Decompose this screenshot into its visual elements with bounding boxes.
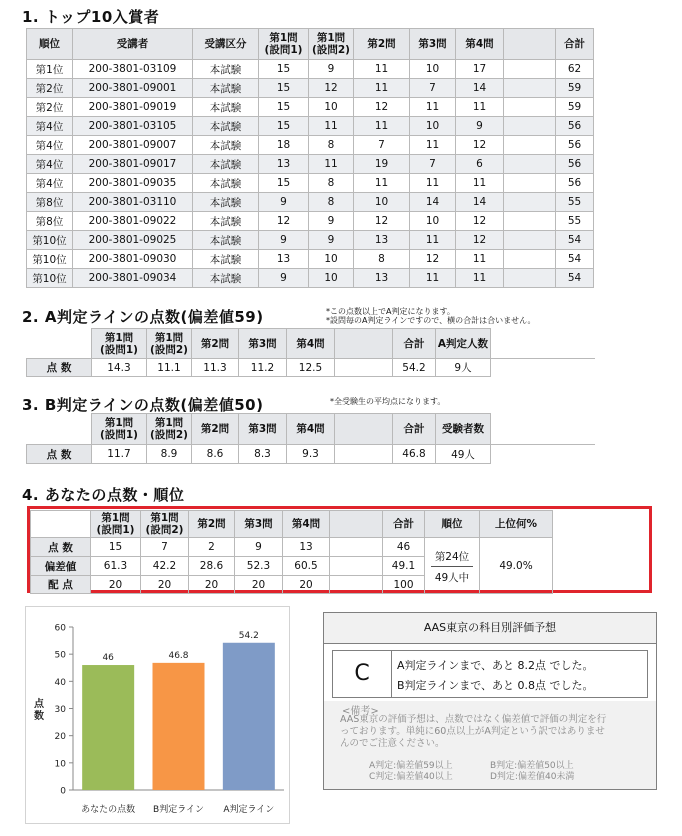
table-cell: 14 — [456, 79, 504, 98]
table-cell: 8 — [309, 193, 354, 212]
table-cell: 7 — [354, 136, 410, 155]
table-cell — [504, 155, 556, 174]
table-row — [27, 136, 594, 155]
table-cell: 9 — [309, 231, 354, 250]
rank-value: 第24位 — [431, 547, 473, 567]
table-cell: 56 — [556, 155, 594, 174]
your-score-table — [30, 510, 620, 594]
section1-title: 1. トップ10入賞者 — [22, 8, 160, 26]
b-line-filler-cell — [491, 445, 595, 464]
b-line-table — [26, 413, 595, 464]
table-cell: 12 — [456, 136, 504, 155]
b-line-corner-cell — [27, 414, 92, 445]
table-cell: 8 — [354, 250, 410, 269]
table-cell: 15 — [259, 60, 309, 79]
table-cell — [504, 136, 556, 155]
a-line-row-label: 点 数 — [27, 359, 92, 377]
table-cell: 12 — [259, 212, 309, 231]
table-cell: 17 — [456, 60, 504, 79]
b-line-header-cell: 合計 — [393, 414, 436, 445]
b-line-value-cell — [335, 445, 393, 464]
table-cell: 本試験 — [193, 98, 259, 117]
b-line-value-cell: 8.3 — [239, 445, 287, 464]
top10-header-cell: 第2問 — [354, 29, 410, 60]
top10-header-cell — [504, 29, 556, 60]
your-score-header-cell: 順位 — [425, 511, 480, 538]
table-cell: 10 — [410, 212, 456, 231]
table-cell: 54 — [556, 250, 594, 269]
table-cell — [504, 250, 556, 269]
table-row — [27, 174, 594, 193]
your-score-value-cell: 100 — [383, 576, 425, 594]
remark-line-1: AAS東京の評価予想は、点数ではなく偏差値で評価の判定を行 — [340, 714, 607, 725]
a-line-header-cell — [335, 329, 393, 359]
x-tick-label: B判定ライン — [153, 805, 204, 815]
your-score-value-cell: 20 — [235, 576, 283, 594]
a-line-header-row — [27, 329, 595, 359]
a-line-header-cell: 合計 — [393, 329, 436, 359]
table-cell: 10 — [410, 117, 456, 136]
table-cell: 本試験 — [193, 193, 259, 212]
y-tick-label: 40 — [54, 677, 66, 688]
table-cell: 9 — [259, 269, 309, 288]
table-cell: 11 — [309, 155, 354, 174]
your-score-header-cell: 第3問 — [235, 511, 283, 538]
y-tick-label: 60 — [54, 623, 66, 634]
table-cell: 11 — [456, 98, 504, 117]
table-cell: 59 — [556, 98, 594, 117]
bar — [153, 663, 205, 790]
b-line-header-cell: 第4問 — [287, 414, 335, 445]
top10-header-cell: 第3問 — [410, 29, 456, 60]
table-row — [27, 231, 594, 250]
your-score-header-cell: 第1問 (設問2) — [141, 511, 189, 538]
table-cell: 12 — [456, 212, 504, 231]
your-score-value-cell: 7 — [141, 538, 189, 557]
table-cell: 11 — [354, 60, 410, 79]
table-cell: 第2位 — [27, 79, 73, 98]
table-cell: 9 — [309, 60, 354, 79]
table-cell: 第4位 — [27, 174, 73, 193]
table-cell — [504, 79, 556, 98]
prediction-line-b: B判定ラインまで、あと 0.8点 でした。 — [397, 679, 594, 692]
table-cell: 200-3801-03110 — [73, 193, 193, 212]
table-row — [27, 117, 594, 136]
table-cell: 10 — [309, 269, 354, 288]
table-row — [27, 193, 594, 212]
y-axis-label-char: 点 — [34, 699, 44, 710]
bar-data-label: 46.8 — [168, 650, 189, 661]
section2-title: 2. A判定ラインの点数(偏差値59) — [22, 308, 264, 326]
table-cell — [504, 98, 556, 117]
table-cell: 6 — [456, 155, 504, 174]
your-score-value-cell: 60.5 — [283, 557, 330, 576]
y-tick-label: 0 — [60, 786, 66, 797]
your-score-header-row — [31, 511, 620, 538]
b-line-value-cell: 9.3 — [287, 445, 335, 464]
table-cell: 本試験 — [193, 155, 259, 174]
table-cell: 10 — [410, 60, 456, 79]
table-cell: 13 — [259, 250, 309, 269]
x-tick-label: A判定ライン — [223, 805, 275, 815]
table-cell: 9 — [456, 117, 504, 136]
table-cell: 200-3801-09019 — [73, 98, 193, 117]
table-cell: 本試験 — [193, 231, 259, 250]
table-cell: 56 — [556, 117, 594, 136]
criteria-a: A判定:偏差値59以上 — [369, 761, 453, 771]
table-cell: 10 — [309, 250, 354, 269]
top10-header-cell: 第4問 — [456, 29, 504, 60]
table-cell: 第4位 — [27, 117, 73, 136]
table-cell: 62 — [556, 60, 594, 79]
table-cell: 第1位 — [27, 60, 73, 79]
a-line-table — [26, 328, 595, 377]
table-cell: 本試験 — [193, 117, 259, 136]
table-cell: 第2位 — [27, 98, 73, 117]
table-cell: 200-3801-09022 — [73, 212, 193, 231]
table-row — [27, 269, 594, 288]
rank-total: 49人中 — [434, 571, 470, 584]
b-line-header-cell: 第1問 (設問1) — [92, 414, 147, 445]
your-score-value-cell: 28.6 — [189, 557, 235, 576]
table-cell: 第8位 — [27, 193, 73, 212]
top10-table — [26, 28, 594, 288]
top10-header-cell: 受講区分 — [193, 29, 259, 60]
bar-data-label: 46 — [102, 653, 114, 664]
your-score-value-cell: 2 — [189, 538, 235, 557]
score-bar-chart — [25, 606, 290, 824]
table-cell — [504, 193, 556, 212]
table-cell: 12 — [410, 250, 456, 269]
table-cell: 本試験 — [193, 174, 259, 193]
a-line-value-cell: 54.2 — [393, 359, 436, 377]
table-cell: 7 — [410, 155, 456, 174]
table-cell: 11 — [410, 98, 456, 117]
a-line-values-row — [27, 359, 595, 377]
a-line-header-cell: 第4問 — [287, 329, 335, 359]
your-score-header-cell: 第1問 (設問1) — [91, 511, 141, 538]
table-cell: 200-3801-03109 — [73, 60, 193, 79]
your-score-header-cell — [330, 511, 383, 538]
table-cell: 本試験 — [193, 250, 259, 269]
table-cell — [504, 117, 556, 136]
table-cell: 200-3801-09007 — [73, 136, 193, 155]
your-score-value-cell: 52.3 — [235, 557, 283, 576]
a-line-header-cell: 第1問 (設問1) — [92, 329, 147, 359]
table-cell: 13 — [354, 269, 410, 288]
b-line-value-cell: 8.6 — [192, 445, 239, 464]
y-tick-label: 10 — [54, 759, 66, 770]
a-line-value-cell: 11.2 — [239, 359, 287, 377]
rank-cell — [425, 538, 480, 594]
your-score-value-cell: 20 — [91, 576, 141, 594]
a-line-header-cell: 第2問 — [192, 329, 239, 359]
your-score-value-cell — [330, 557, 383, 576]
b-line-header-cell: 第3問 — [239, 414, 287, 445]
table-cell: 54 — [556, 269, 594, 288]
your-score-value-cell: 46 — [383, 538, 425, 557]
table-cell: 7 — [410, 79, 456, 98]
top-percent-cell: 49.0% — [480, 538, 553, 594]
your-score-row-label: 偏差値 — [31, 557, 91, 576]
table-row — [27, 98, 594, 117]
table-cell: 200-3801-09030 — [73, 250, 193, 269]
table-cell: 55 — [556, 212, 594, 231]
prediction-title: AAS東京の科目別評価予想 — [324, 613, 656, 644]
a-line-value-cell: 11.3 — [192, 359, 239, 377]
table-cell: 12 — [456, 231, 504, 250]
bar — [223, 643, 275, 790]
a-line-value-cell: 9人 — [436, 359, 491, 377]
table-cell: 19 — [354, 155, 410, 174]
your-score-value-cell: 13 — [283, 538, 330, 557]
your-score-header-cell: 上位何% — [480, 511, 553, 538]
a-line-corner-cell — [27, 329, 92, 359]
table-cell: 本試験 — [193, 60, 259, 79]
your-score-header-cell: 合計 — [383, 511, 425, 538]
top10-header-row — [27, 29, 594, 60]
your-score-value-cell: 61.3 — [91, 557, 141, 576]
b-line-value-cell: 46.8 — [393, 445, 436, 464]
remark-text — [340, 714, 606, 750]
criteria-b: B判定:偏差値50以上 — [490, 761, 574, 771]
table-cell: 11 — [354, 174, 410, 193]
a-line-filler-cell — [491, 329, 595, 359]
top10-header-cell: 受講者 — [73, 29, 193, 60]
prediction-line-a: A判定ラインまで、あと 8.2点 でした。 — [397, 659, 594, 672]
table-cell: 第4位 — [27, 136, 73, 155]
table-cell: 第10位 — [27, 231, 73, 250]
table-cell: 200-3801-09017 — [73, 155, 193, 174]
table-cell: 59 — [556, 79, 594, 98]
table-cell: 11 — [410, 231, 456, 250]
your-score-value-cell: 20 — [189, 576, 235, 594]
table-cell: 10 — [309, 98, 354, 117]
b-line-header-row — [27, 414, 595, 445]
remark-line-2: っております。単純に60点以上がA判定という訳ではありませ — [340, 726, 605, 737]
table-cell: 200-3801-09034 — [73, 269, 193, 288]
table-cell: 18 — [259, 136, 309, 155]
a-line-header-cell: 第1問 (設問2) — [147, 329, 192, 359]
table-cell: 11 — [354, 79, 410, 98]
table-row — [27, 79, 594, 98]
prediction-grade: C — [333, 651, 392, 697]
your-score-corner-cell — [31, 511, 91, 538]
table-row — [27, 60, 594, 79]
table-cell: 本試験 — [193, 269, 259, 288]
your-score-value-cell: 49.1 — [383, 557, 425, 576]
prediction-box — [323, 612, 657, 790]
table-cell: 第8位 — [27, 212, 73, 231]
table-cell: 本試験 — [193, 212, 259, 231]
table-cell: 55 — [556, 193, 594, 212]
table-cell: 12 — [354, 212, 410, 231]
y-tick-label: 20 — [54, 732, 66, 743]
top10-header-cell: 第1問 (設問1) — [259, 29, 309, 60]
y-tick-label: 50 — [54, 650, 66, 661]
table-cell: 13 — [354, 231, 410, 250]
section4-title: 4. あなたの点数・順位 — [22, 486, 185, 504]
a-line-value-cell: 11.1 — [147, 359, 192, 377]
your-score-value-cell: 42.2 — [141, 557, 189, 576]
table-cell — [504, 174, 556, 193]
a-line-value-cell: 12.5 — [287, 359, 335, 377]
x-tick-label: あなたの点数 — [81, 805, 136, 815]
table-cell: 56 — [556, 174, 594, 193]
section3-note: *全受験生の平均点になります。 — [330, 397, 446, 406]
b-line-header-cell: 第2問 — [192, 414, 239, 445]
table-cell: 200-3801-09025 — [73, 231, 193, 250]
a-line-value-cell — [335, 359, 393, 377]
table-cell: 15 — [259, 117, 309, 136]
table-cell — [504, 231, 556, 250]
your-score-row-label: 配 点 — [31, 576, 91, 594]
table-cell: 13 — [259, 155, 309, 174]
table-cell: 15 — [259, 98, 309, 117]
your-score-row — [31, 538, 620, 557]
criteria-d: D判定:偏差値40未満 — [490, 772, 575, 782]
your-score-value-cell: 9 — [235, 538, 283, 557]
table-cell: 200-3801-09001 — [73, 79, 193, 98]
table-cell: 11 — [309, 117, 354, 136]
remark-line-3: んのでご注意ください。 — [340, 738, 445, 749]
table-cell: 8 — [309, 136, 354, 155]
b-line-header-cell: 第1問 (設問2) — [147, 414, 192, 445]
table-cell: 9 — [309, 212, 354, 231]
a-line-filler-cell — [491, 359, 595, 377]
prediction-remarks — [324, 701, 656, 789]
a-line-value-cell: 14.3 — [92, 359, 147, 377]
criteria-c: C判定:偏差値40以上 — [369, 772, 453, 782]
b-line-filler-cell — [491, 414, 595, 445]
your-score-row-label: 点 数 — [31, 538, 91, 557]
table-cell: 本試験 — [193, 79, 259, 98]
top10-header-cell: 順位 — [27, 29, 73, 60]
b-line-row-label: 点 数 — [27, 445, 92, 464]
table-cell: 11 — [410, 269, 456, 288]
your-score-value-cell — [330, 576, 383, 594]
y-tick-label: 30 — [54, 705, 66, 715]
table-cell — [504, 212, 556, 231]
b-line-values-row — [27, 445, 595, 464]
your-score-header-cell: 第4問 — [283, 511, 330, 538]
table-cell — [504, 269, 556, 288]
prediction-grade-box — [332, 650, 648, 698]
table-cell: 11 — [456, 174, 504, 193]
your-score-value-cell: 20 — [141, 576, 189, 594]
your-score-value-cell: 15 — [91, 538, 141, 557]
table-cell: 11 — [354, 117, 410, 136]
b-line-header-cell — [335, 414, 393, 445]
a-line-header-cell: A判定人数 — [436, 329, 491, 359]
table-cell: 11 — [410, 174, 456, 193]
bar — [82, 665, 134, 790]
y-axis-label-char: 数 — [34, 711, 44, 722]
table-cell: 本試験 — [193, 136, 259, 155]
score-bar-chart-svg — [26, 607, 289, 823]
table-row — [27, 212, 594, 231]
remark-title: <備考> — [342, 706, 379, 717]
table-cell: 15 — [259, 174, 309, 193]
table-cell: 14 — [410, 193, 456, 212]
section2-note2: *設問毎のA判定ラインですので、横の合計は合いません。 — [326, 316, 536, 325]
table-cell: 9 — [259, 231, 309, 250]
b-line-header-cell: 受験者数 — [436, 414, 491, 445]
b-line-value-cell: 8.9 — [147, 445, 192, 464]
table-cell: 第4位 — [27, 155, 73, 174]
table-cell: 15 — [259, 79, 309, 98]
your-score-value-cell: 20 — [283, 576, 330, 594]
bar-data-label: 54.2 — [238, 630, 259, 641]
top10-header-cell: 第1問 (設問2) — [309, 29, 354, 60]
y-axis-label — [34, 697, 45, 722]
top10-header-cell: 合計 — [556, 29, 594, 60]
section2-note1: *この点数以上でA判定になります。 — [326, 307, 455, 316]
table-cell: 10 — [354, 193, 410, 212]
table-cell: 200-3801-03105 — [73, 117, 193, 136]
a-line-header-cell: 第3問 — [239, 329, 287, 359]
your-score-value-cell — [330, 538, 383, 557]
table-cell: 54 — [556, 231, 594, 250]
table-cell: 9 — [259, 193, 309, 212]
table-cell: 200-3801-09035 — [73, 174, 193, 193]
section3-title: 3. B判定ラインの点数(偏差値50) — [22, 396, 264, 414]
table-cell: 14 — [456, 193, 504, 212]
table-cell: 12 — [309, 79, 354, 98]
table-cell: 第10位 — [27, 269, 73, 288]
b-line-value-cell: 11.7 — [92, 445, 147, 464]
table-cell: 11 — [456, 250, 504, 269]
b-line-value-cell: 49人 — [436, 445, 491, 464]
table-cell — [504, 60, 556, 79]
table-cell: 8 — [309, 174, 354, 193]
table-cell: 11 — [410, 136, 456, 155]
table-cell: 11 — [456, 269, 504, 288]
table-cell: 56 — [556, 136, 594, 155]
your-score-header-cell: 第2問 — [189, 511, 235, 538]
table-row — [27, 250, 594, 269]
table-cell: 12 — [354, 98, 410, 117]
table-cell: 第10位 — [27, 250, 73, 269]
table-row — [27, 155, 594, 174]
